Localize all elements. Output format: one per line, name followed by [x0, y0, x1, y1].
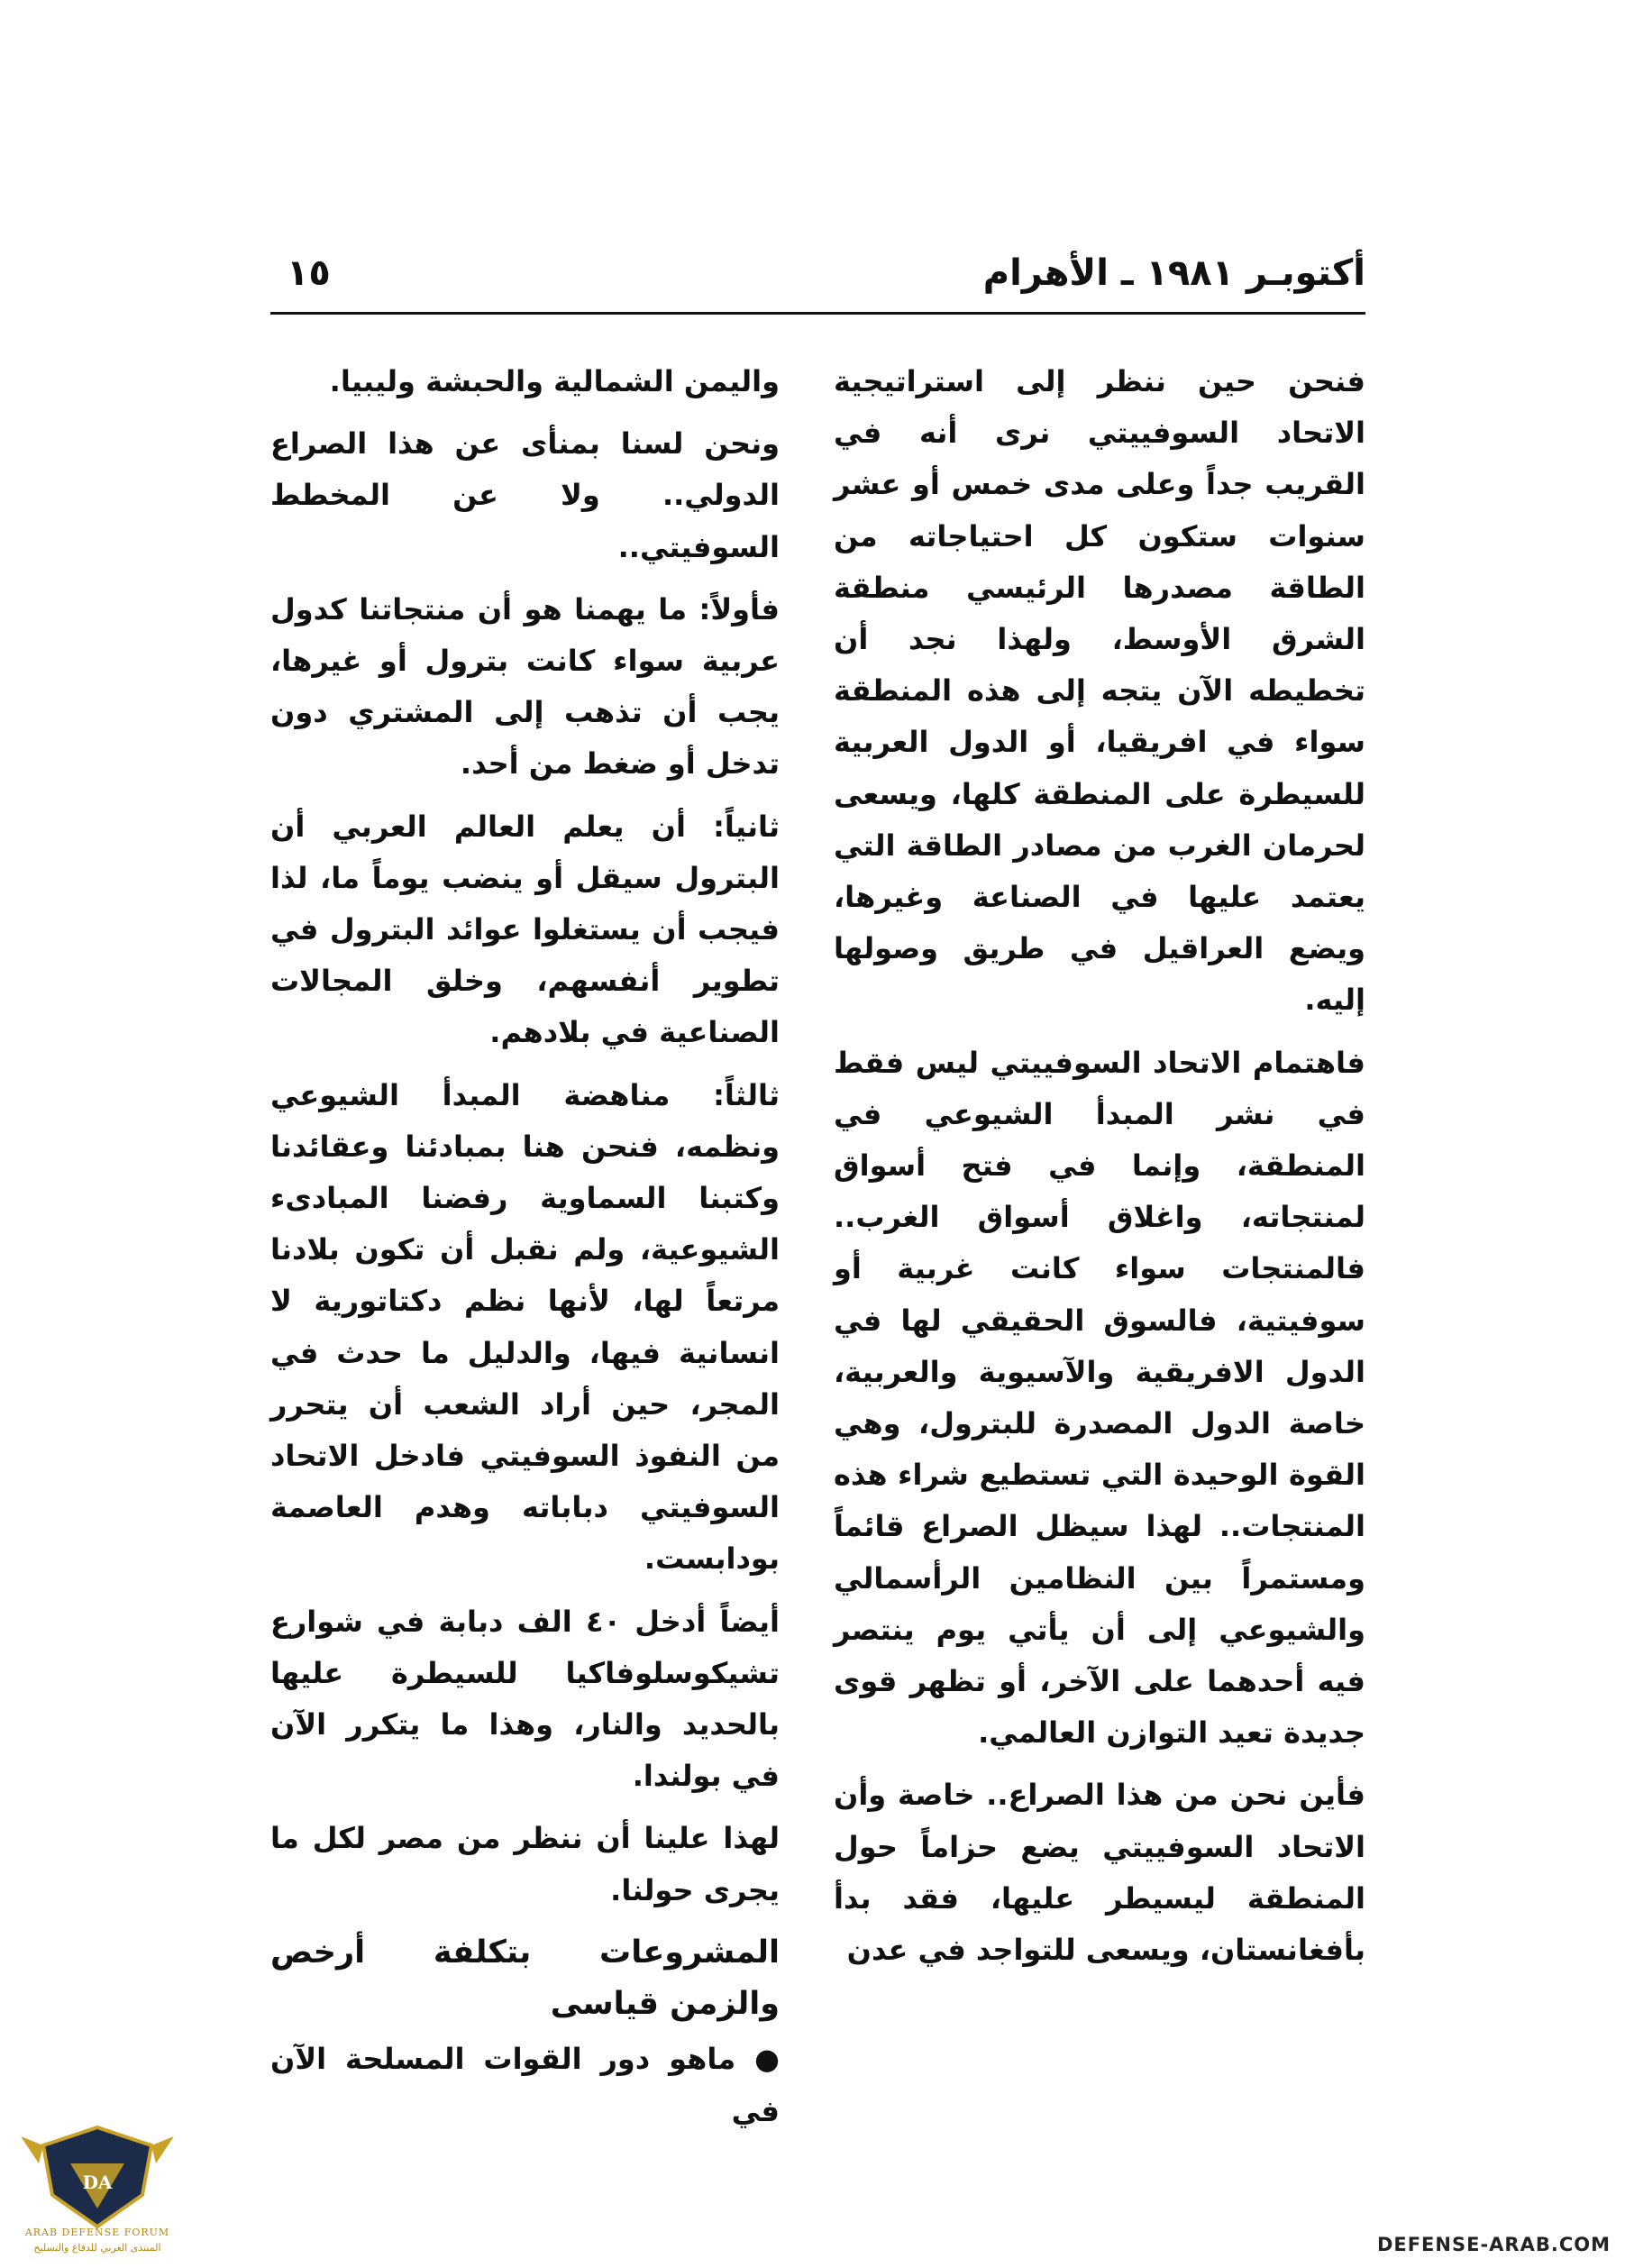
logo-caption-arabic: المنتدى العربي للدفاع والتسليح: [33, 2242, 161, 2254]
paragraph: لهذا علينا أن ننظر من مصر لكل ما يجرى حولنا.: [270, 1821, 780, 1907]
logo-letters: DA: [82, 2172, 113, 2193]
left-text-column: [270, 356, 780, 2128]
paragraph: ونحن لسنا بمنأى عن هذا الصراع الدولي.. ولا عن المخطط السوفيتي..: [270, 426, 780, 564]
paragraph: واليمن الشمالية والحبشة وليبيا.: [329, 364, 780, 398]
paragraph: فأين نحن من هذا الصراع.. خاصة وأن الاتحاد السوفييتي يضع حزاماً حول المنطقة ليسيطر عليها، فقد بدأ بأفغانستان، ويسعى للتواجد في عدن: [834, 1778, 1365, 1968]
paragraph: ثالثاً: مناهضة المبدأ الشيوعي ونظمه، فنحن هنا بمبادئنا وعقائدنا وكتبنا السماوية رفضنا المبادىء الشيوعية، ولم نقبل أن تكون بلادنا مرتعاً لها، لأنها نظم دكتاتورية لا انسانية فيها، والدليل ما حدث في المجر، حين أراد الشعب أن يتحرر من النفوذ السوفيتي فادخل الاتحاد السوفيتي دباباته وهدم العاصمة بودابست.: [270, 1077, 780, 1577]
header-divider: [270, 312, 1365, 315]
right-text-column: [834, 356, 1365, 2051]
page-header: [270, 252, 1365, 303]
logo-caption-english: ARAB DEFENSE FORUM: [24, 2227, 170, 2238]
paragraph: ثانياً: أن يعلم العالم العربي أن البترول سيقل أو ينضب يوماً ما، لذا فيجب أن يستغلوا عوائد البترول في تطوير أنفسهم، وخلق المجالات الصناعية في بلادهم.: [270, 809, 780, 1050]
header-title: أكتوبـر ١٩٨١ ـ الأهرام: [982, 252, 1365, 294]
paragraph: أيضاً أدخل ٤٠ الف دبابة في شوارع تشيكوسلوفاكيا للسيطرة عليها بالحديد والنار، وهذا ما يتكرر الآن في بولندا.: [270, 1604, 780, 1794]
bullet-paragraph: ● ماهو دور القوات المسلحة الآن في: [270, 2042, 780, 2128]
page-number: ١٥: [287, 252, 331, 294]
paragraph: فأولاً: ما يهمنا هو أن منتجاتنا كدول عربية سواء كانت بترول أو غيرها، يجب أن تذهب إلى المشتري دون تدخل أو ضغط من أحد.: [270, 591, 780, 782]
paragraph: فنحن حين ننظر إلى استراتيجية الاتحاد السوفييتي نرى أنه في القريب جداً وعلى مدى خمس أو عشر سنوات ستكون كل احتياجاته من الطاقة مصدرها الرئيسي منطقة الشرق الأوسط، ولهذا نجد أن تخطيطه الآن يتجه إلى هذه المنطقة سواء في افريقيا، أو الدول العربية للسيطرة على المنطقة كلها، ويسعى لحرمان الغرب من مصادر الطاقة التي يعتمد عليها في الصناعة وغيرها، ويضع العراقيل في طريق وصولها إليه.: [834, 364, 1365, 1018]
paragraph: فاهتمام الاتحاد السوفييتي ليس فقط في نشر المبدأ الشيوعي في المنطقة، وإنما في فتح أسواق لمنتجاته، واغلاق أسواق الغرب.. فالمنتجات سواء كانت غربية أو سوفيتية، فالسوق الحقيقي لها في الدول الافريقية والآسيوية والعربية، خاصة الدول المصدرة للبترول، وهي القوة الوحيدة التي تستطيع شراء هذه المنتجات.. لهذا سيظل الصراع قائماً ومستمراً بين النظامين الرأسمالي والشيوعي إلى أن يأتي يوم ينتصر فيه أحدهما على الآخر، أو تظهر قوى جديدة تعيد التوازن العالمي.: [834, 1045, 1365, 1751]
section-heading: المشروعات بتكلفة أرخص والزمن قياسى: [270, 1934, 780, 2023]
arab-defense-forum-logo: [16, 2109, 178, 2263]
site-watermark: DEFENSE-ARAB.COM: [1376, 2234, 1611, 2255]
